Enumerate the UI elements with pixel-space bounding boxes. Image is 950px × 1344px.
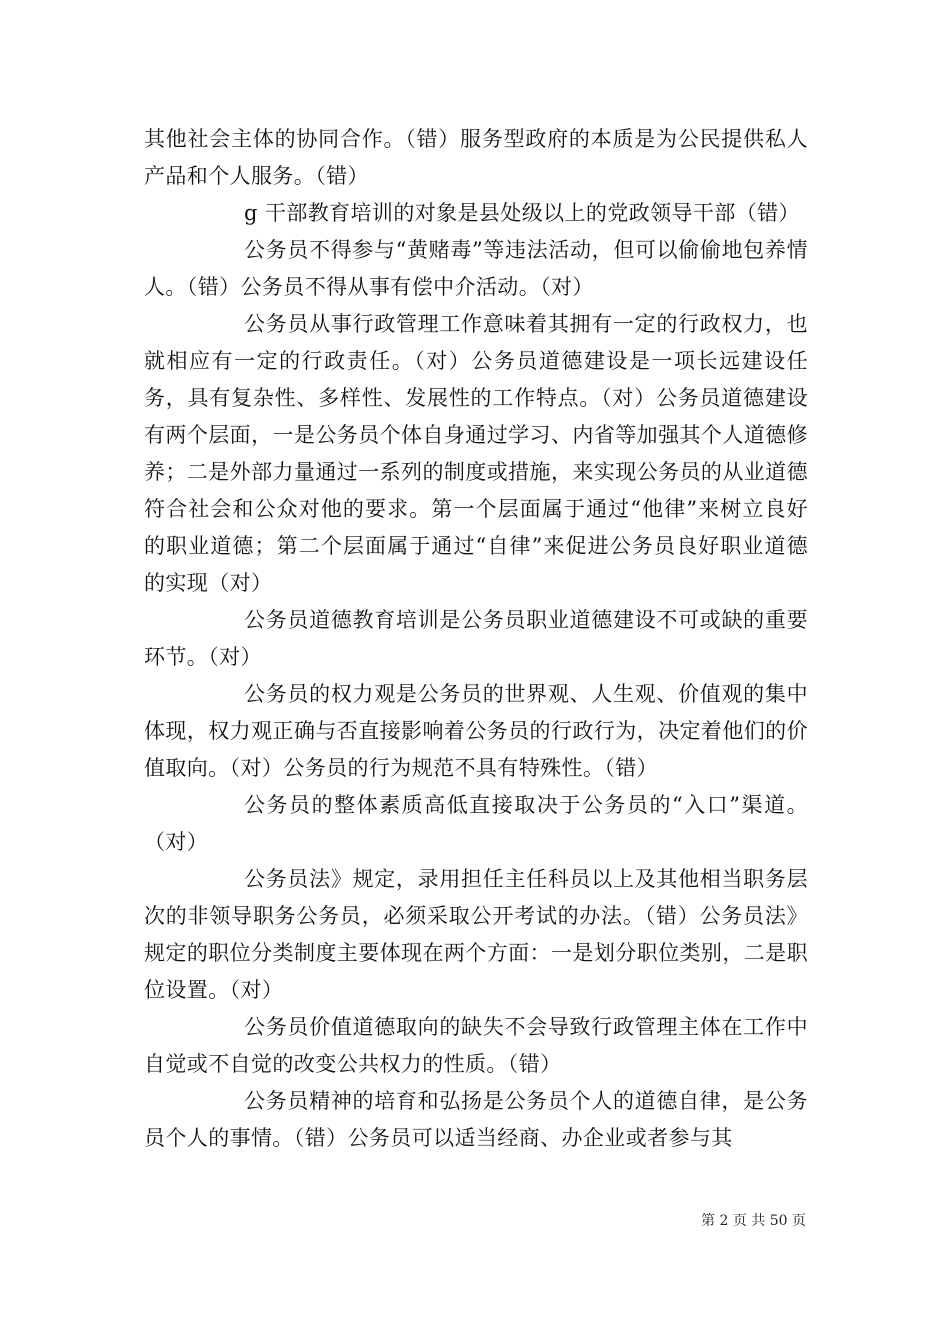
paragraph-10: 公务员精神的培育和弘扬是公务员个人的道德自律，是公务员个人的事情。（错）公务员可以适当经商、办企业或者参与其 <box>144 1089 808 1150</box>
paragraph-3: 公务员不得参与“黄赌毒”等违法活动，但可以偷偷地包养情人。（错）公务员不得从事有偿中介活动。（对） <box>144 238 808 299</box>
page-number-footer: 第 2 页 共 50 页 <box>701 1213 806 1229</box>
paragraph-4: 公务员从事行政管理工作意味着其拥有一定的行政权力，也就相应有一定的行政责任。（对）公务员道德建设是一项长远建设任务，具有复杂性、多样性、发展性的工作特点。（对）公务员道德建设有两个层面，一是公务员个体自身通过学习、内省等加强其个人道德修养；二是外部力量通过一系列的制度或措施，来实现公务员的从业道德符合社会和公众对他的要求。第一个层面属于通过“他律”来树立良好的职业道德；第二个层面属于通过“自律”来促进公务员良好职业道德的实现（对） <box>144 312 808 595</box>
paragraph-1: 其他社会主体的协同合作。（错）服务型政府的本质是为公民提供私人产品和个人服务。（错） <box>144 127 808 188</box>
paragraph-5: 公务员道德教育培训是公务员职业道德建设不可或缺的重要环节。（对） <box>144 608 808 669</box>
paragraph-2: g 干部教育培训的对象是县处级以上的党政领导干部（错） <box>244 201 800 225</box>
paragraph-9: 公务员价值道德取向的缺失不会导致行政管理主体在工作中自觉或不自觉的改变公共权力的性质。（错） <box>144 1015 808 1076</box>
document-body <box>144 121 808 1157</box>
paragraph-7: 公务员的整体素质高低直接取决于公务员的“入口”渠道。（对） <box>144 793 808 854</box>
paragraph-8: 公务员法》规定，录用担任主任科员以上及其他相当职务层次的非领导职务公务员，必须采取公开考试的办法。（错）公务员法》规定的职位分类制度主要体现在两个方面：一是划分职位类别，二是职位设置。（对） <box>144 867 808 1002</box>
paragraph-6: 公务员的权力观是公务员的世界观、人生观、价值观的集中体现，权力观正确与否直接影响着公务员的行政行为，决定着他们的价值取向。（对）公务员的行为规范不具有特殊性。（错） <box>144 682 808 780</box>
